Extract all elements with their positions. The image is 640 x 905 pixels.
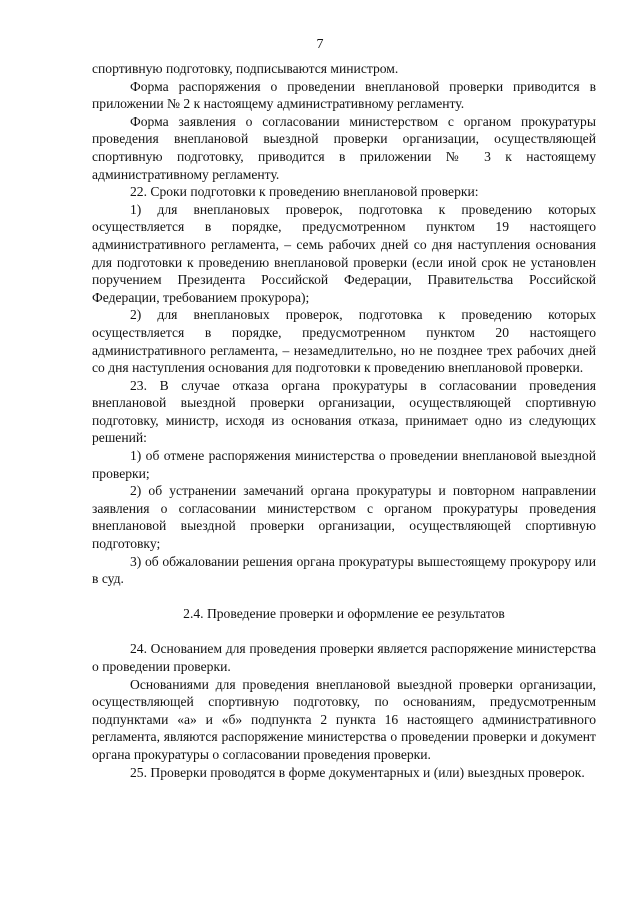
paragraph: 2) об устранении замечаний органа прокуратуры и повторном направлении заявления о согласовании министерством с органом прокуратуры проведения внеплановой выездной проверки организации, осуществляющей спортивную подготовку; [92,483,596,552]
paragraph: 1) об отмене распоряжения министерства о проведении внеплановой выездной проверки; [92,448,596,481]
paragraph: спортивную подготовку, подписываются министром. [92,61,399,76]
paragraph: 24. Основанием для проведения проверки является распоряжение министерства о проведении проверки. [92,641,596,674]
paragraph: Форма распоряжения о проведении внеплановой проверки приводится в приложении № 2 к настоящему административному регламенту. [92,78,596,112]
paragraph: 3) об обжаловании решения органа прокуратуры вышестоящему прокурору или в суд. [92,553,596,587]
paragraph: Форма заявления о согласовании министерством с органом прокуратуры проведения внеплановой выездной проверки организации, осуществляющей спортивную подготовку, приводится в приложении № 3 к настоящему административному регламенту. [92,113,596,182]
page-number: 7 [316,37,324,52]
paragraph: 2) для внеплановых проверок, подготовка к проведению которых осуществляется в порядке, предусмотренном пунктом 20 настоящего административного регламента, – незамедлительно, но не позднее трех рабочих дней со дня наступления основания для подготовки к проведению внеплановой проверки. [92,307,596,376]
paragraph: 1) для внеплановых проверок, подготовка к проведению которых осуществляется в порядке, предусмотренном пунктом 19 настоящего административного регламента, – семь рабочих дней со дня наступления основания для подготовки к проведению внеплановой проверки (если иной срок не установлен поручением Президента Российской Федерации, Правительства Российской Федерации, требованием прокурора); [92,201,596,305]
section-heading: 2.4. Проведение проверки и оформление ее результатов [183,605,505,621]
paragraph: 22. Сроки подготовки к проведению внеплановой проверки: [130,184,479,200]
document-body [92,60,596,781]
paragraph: 23. В случае отказа органа прокуратуры в согласовании проведения внеплановой выездной проверки организации, осуществляющей спортивную подготовку, министр, исходя из основания отказа, принимает одно из следующих решений: [92,377,596,446]
paragraph: 25. Проверки проводятся в форме документарных и (или) выездных проверок. [130,764,585,780]
paragraph: Основаниями для проведения внеплановой выездной проверки организации, осуществляющей спортивную подготовку, по основаниям, предусмотренным подпунктами «а» и «б» подпункта 2 пункта 16 настоящего административного регламента, являются распоряжение министерства о проведении проверки и документ органа прокуратуры о согласовании проведения проверки. [92,676,596,762]
